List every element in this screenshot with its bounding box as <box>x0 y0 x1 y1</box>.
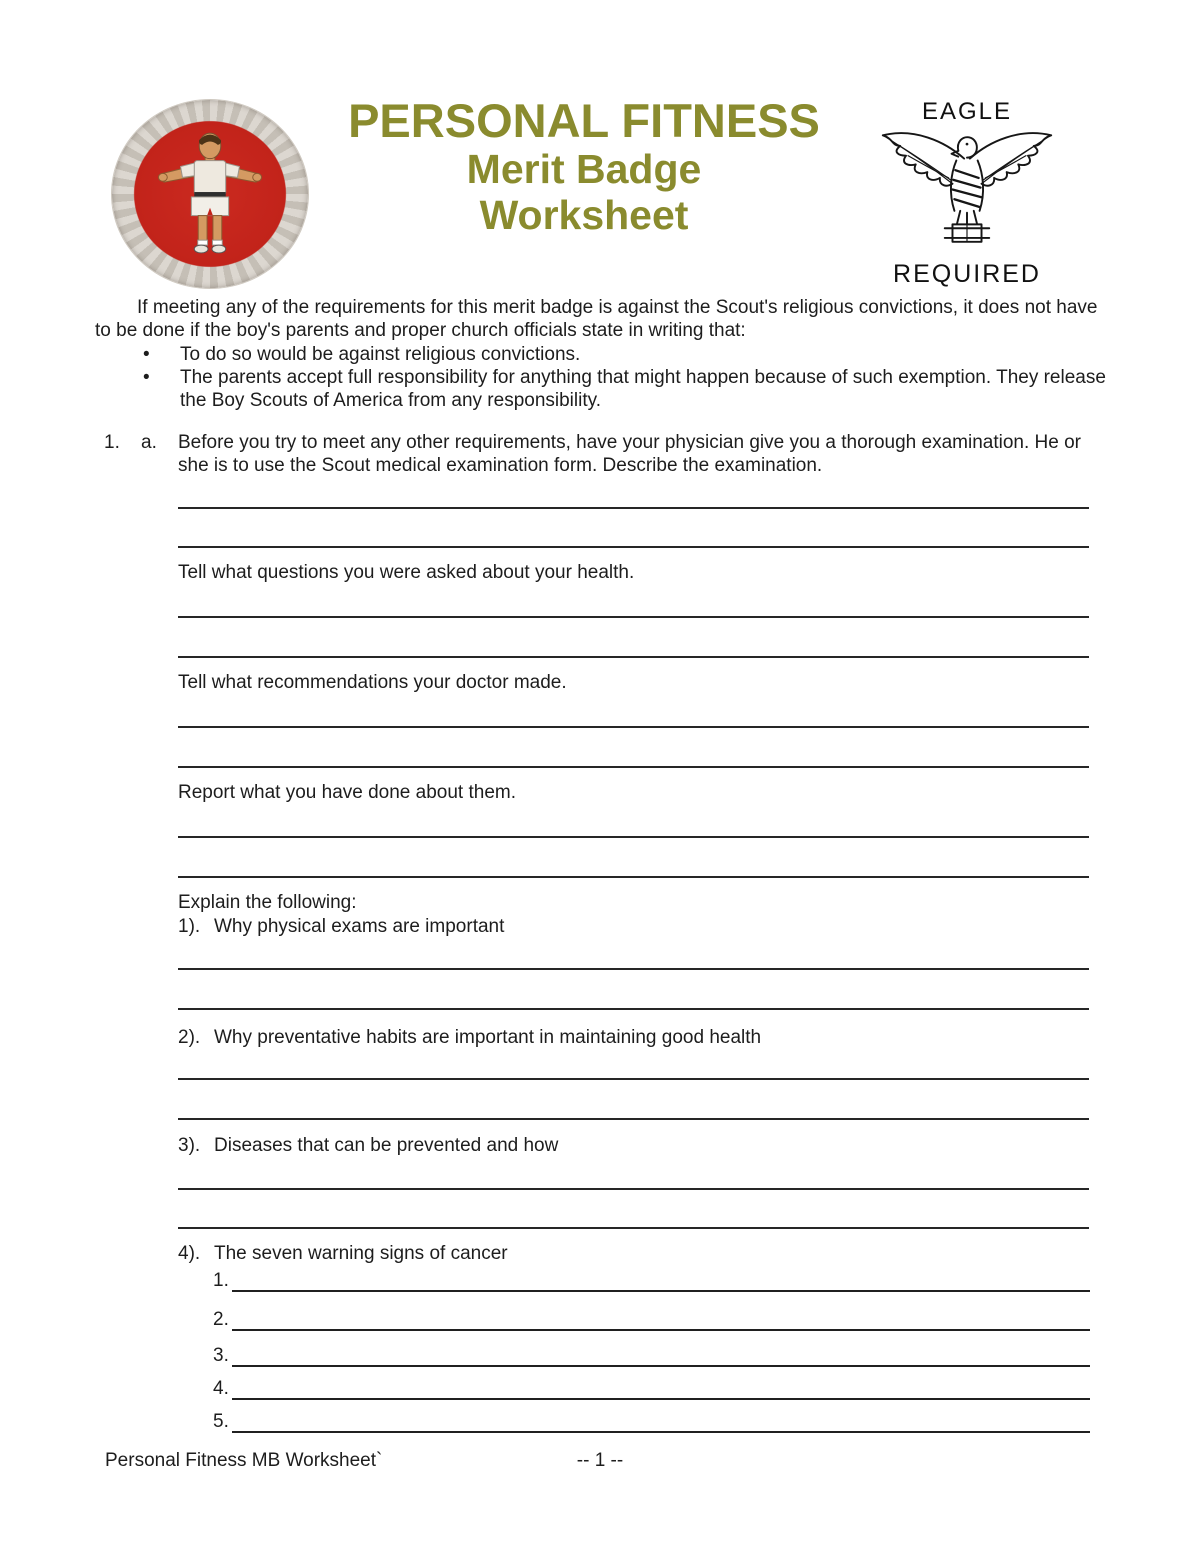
answer-line <box>232 1342 1090 1367</box>
required-label: REQUIRED <box>893 260 1041 288</box>
eagle-icon <box>872 116 1062 266</box>
title-line-2: Merit Badge <box>466 146 702 192</box>
numbered-blank-row <box>213 1269 1090 1292</box>
requirement-letter: a. <box>141 432 157 453</box>
footer-page-number: -- 1 -- <box>576 1450 624 1471</box>
bullet-marker-icon: • <box>143 344 150 365</box>
explain-heading: Explain the following: <box>178 892 357 913</box>
answer-line <box>178 836 1089 838</box>
answer-line <box>178 507 1089 509</box>
explain-item-4 <box>178 1242 1093 1265</box>
page-title <box>322 96 846 238</box>
explain-item-label: 2). <box>178 1027 201 1048</box>
answer-line <box>232 1306 1090 1331</box>
answer-line <box>178 546 1089 548</box>
merit-badge-emblem <box>112 100 308 288</box>
answer-line <box>178 656 1089 658</box>
requirement-number: 1. <box>104 432 120 453</box>
numbered-blank-row <box>213 1308 1090 1331</box>
numbered-blank-row <box>213 1377 1090 1400</box>
answer-line <box>232 1375 1090 1400</box>
prompt-doctor-recommendations: Tell what recommendations your doctor made. <box>178 672 567 693</box>
answer-line <box>178 726 1089 728</box>
requirement-1a <box>104 431 1102 477</box>
answer-line <box>178 1078 1089 1080</box>
explain-item-2 <box>178 1026 1093 1049</box>
answer-line <box>232 1408 1090 1433</box>
answer-line <box>178 968 1089 970</box>
explain-item-text: Why preventative habits are important in maintaining good health <box>214 1027 762 1048</box>
answer-line <box>178 1008 1089 1010</box>
intro-paragraph: If meeting any of the requirements for this merit badge is against the Scout's religious convictions, it does not have to be done if the boy's parents and proper church officials state in writing that: <box>95 297 1098 341</box>
numbered-blank-row <box>213 1344 1090 1367</box>
explain-item-1 <box>178 915 1093 938</box>
answer-line <box>178 766 1089 768</box>
title-line-1: PERSONAL FITNESS <box>348 94 820 147</box>
explain-item-label: 3). <box>178 1135 201 1156</box>
bullet-text: The parents accept full responsibility for anything that might happen because of such exemption. They release the Boy Scouts of America from any responsibility. <box>180 367 1106 411</box>
prompt-health-questions: Tell what questions you were asked about your health. <box>178 562 635 583</box>
answer-line <box>178 1227 1089 1229</box>
title-line-3: Worksheet <box>479 192 689 238</box>
bullet-marker-icon: • <box>143 367 150 388</box>
footer-document-title: Personal Fitness MB Worksheet` <box>105 1450 383 1471</box>
eagle-label: EAGLE <box>921 98 1013 125</box>
blank-number: 1. <box>213 1270 229 1291</box>
blank-number: 2. <box>213 1309 229 1330</box>
blank-number: 3. <box>213 1345 229 1366</box>
explain-item-text: Diseases that can be prevented and how <box>214 1135 559 1156</box>
prompt-report-actions: Report what you have done about them. <box>178 782 517 803</box>
requirement-text: Before you try to meet any other requirements, have your physician give you a thorough examination. He or she is to use the Scout medical examination form. Describe the examination. <box>178 432 1081 476</box>
explain-item-label: 1). <box>178 916 201 937</box>
explain-item-3 <box>178 1134 1093 1157</box>
explain-item-label: 4). <box>178 1243 201 1264</box>
explain-item-text: Why physical exams are important <box>214 916 505 937</box>
explain-item-text: The seven warning signs of cancer <box>214 1243 508 1264</box>
blank-number: 4. <box>213 1378 229 1399</box>
intro-bullet-list <box>143 343 1111 412</box>
numbered-blank-row <box>213 1410 1090 1433</box>
answer-line <box>232 1267 1090 1292</box>
fitness-person-icon <box>155 130 265 258</box>
bullet-text: To do so would be against religious convictions. <box>180 344 581 365</box>
answer-line <box>178 876 1089 878</box>
bullet-item <box>143 366 1111 412</box>
answer-line <box>178 616 1089 618</box>
eagle-required-stamp <box>862 100 1072 287</box>
blank-number: 5. <box>213 1411 229 1432</box>
answer-line <box>178 1118 1089 1120</box>
answer-line <box>178 1188 1089 1190</box>
bullet-item <box>143 343 1111 366</box>
